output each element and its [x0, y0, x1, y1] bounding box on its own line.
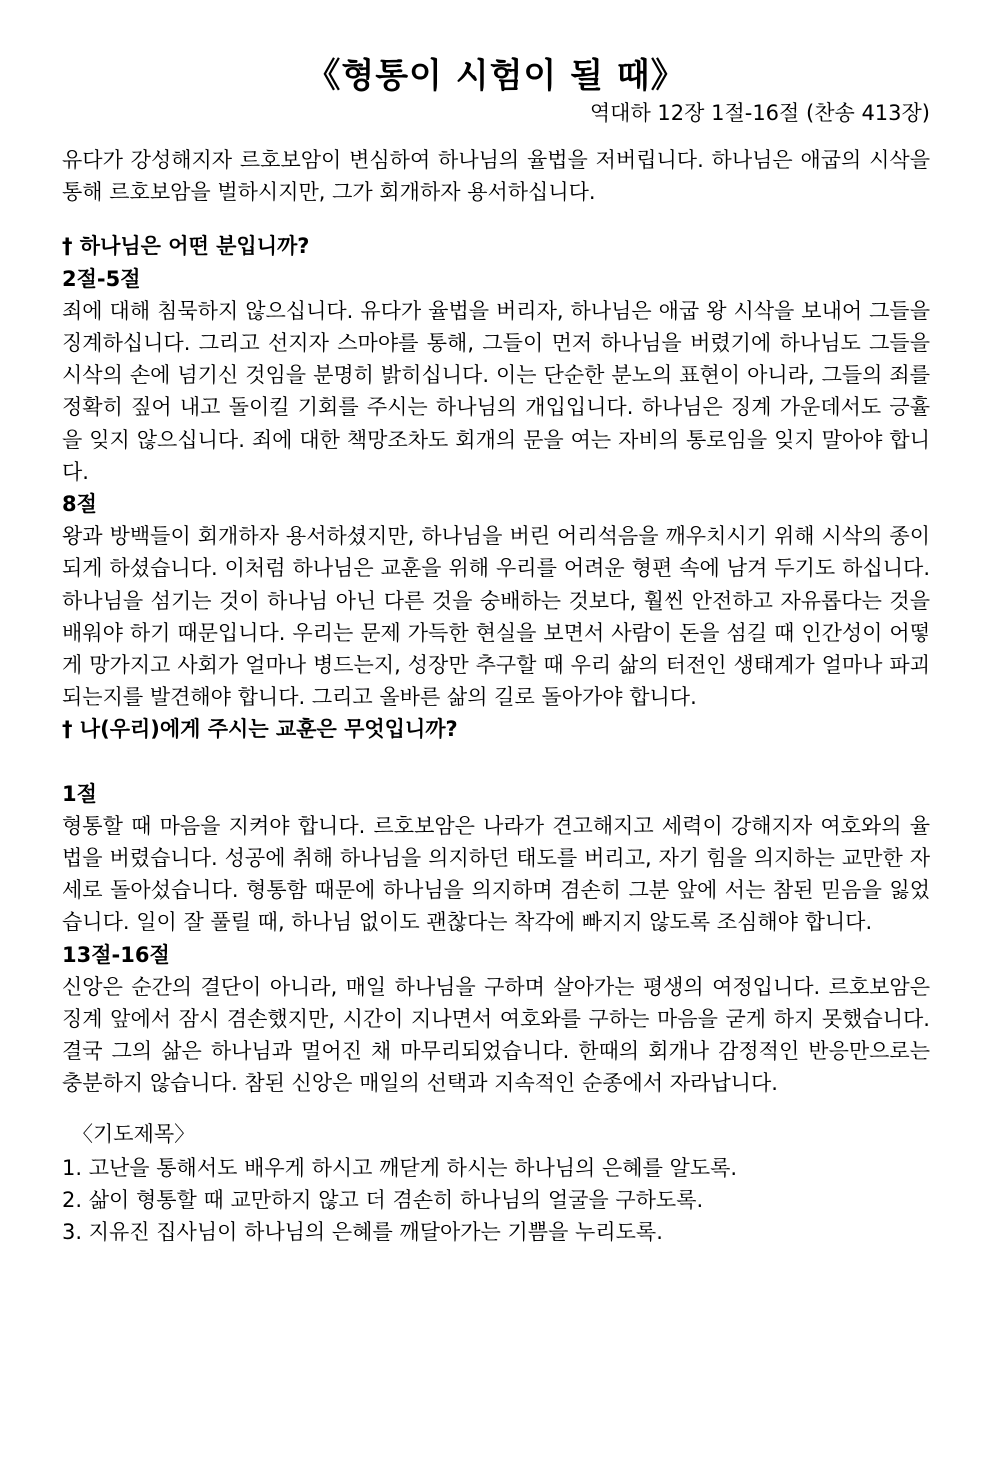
verse-label: 8절 — [62, 492, 97, 517]
verse-label: 13절-16절 — [62, 942, 170, 967]
verse-paragraph: 신앙은 순간의 결단이 아니라, 매일 하나님을 구하며 살아가는 평생의 여정입니다. 르호보암은 징계 앞에서 잠시 겸손했지만, 시간이 지나면서 여호와를 구하는 마음을 굳게 하지 못했습니다. 결국 그의 삶은 하나님과 멀어진 채 마무리되었습니다. 한때의 회개나 감정적인 반응만으로는 충분하지 않습니다. 참된 신앙은 매일의 선택과 지속적인 순종에서 자라납니다. — [62, 974, 930, 1096]
verse-label: 2절-5절 — [62, 266, 141, 291]
verse-paragraph: 죄에 대해 침묵하지 않으십니다. 유다가 율법을 버리자, 하나님은 애굽 왕 시삭을 보내어 그들을 징계하십니다. 그리고 선지자 스마야를 통해, 그들이 먼저 하나님을 버렸기에 하나님도 그들을 시삭의 손에 넘기신 것임을 분명히 밝히십니다. 이는 단순한 분노의 표현이 아니라, 그들의 죄를 정확히 짚어 내고 돌이킬 기회를 주시는 하나님의 개입입니다. 하나님은 징계 가운데서도 긍휼을 잊지 않으십니다. 죄에 대한 책망조차도 회개의 문을 여는 자비의 통로임을 잊지 말아야 합니다. — [62, 298, 930, 484]
page-title: 《형통이 시험이 될 때》 — [306, 56, 686, 96]
section-heading-lesson: † 나(우리)에게 주시는 교훈은 무엇입니까? — [62, 717, 458, 742]
scripture-reference: 역대하 12장 1절-16절 (찬송 413장) — [589, 101, 930, 125]
document-page — [0, 56, 992, 1459]
verse-paragraph: 왕과 방백들이 회개하자 용서하셨지만, 하나님을 버린 어리석음을 깨우치시기 위해 시삭의 종이 되게 하셨습니다. 이처럼 하나님은 교훈을 위해 우리를 어려운 형편 속에 남겨 두기도 하십니다. 하나님을 섬기는 것이 하나님 아닌 다른 것을 숭배하는 것보다, 훨씬 안전하고 자유롭다는 것을 배워야 하기 때문입니다. 우리는 문제 가득한 현실을 보면서 사람이 돈을 섬길 때 인간성이 어떻게 망가지고 사회가 얼마나 병드는지, 성장만 추구할 때 우리 삶의 터전인 생태계가 얼마나 파괴되는지를 발견해야 합니다. 그리고 올바른 삶의 길로 돌아가야 합니다. — [62, 524, 930, 710]
verse-paragraph: 형통할 때 마음을 지켜야 합니다. 르호보암은 나라가 견고해지고 세력이 강해지자 여호와의 율법을 버렸습니다. 성공에 취해 하나님을 의지하던 태도를 버리고, 자기 힘을 의지하는 교만한 자세로 돌아섰습니다. 형통함 때문에 하나님을 의지하며 겸손히 그분 앞에 서는 참된 믿음을 잃었습니다. 일이 잘 풀릴 때, 하나님 없이도 괜찮다는 착각에 빠지지 않도록 조심해야 합니다. — [62, 813, 930, 935]
prayer-list — [62, 1152, 930, 1248]
section-heading-who-is-god: † 하나님은 어떤 분입니까? — [62, 234, 310, 259]
prayer-item: 2. 삶이 형통할 때 교만하지 않고 더 겸손히 하나님의 얼굴을 구하도록. — [62, 1187, 704, 1212]
verse-label: 1절 — [62, 781, 97, 806]
prayer-item: 1. 고난을 통해서도 배우게 하시고 깨닫게 하시는 하나님의 은혜를 알도록. — [62, 1155, 738, 1180]
prayer-item: 3. 지유진 집사님이 하나님의 은혜를 깨달아가는 기쁨을 누리도록. — [62, 1219, 663, 1244]
prayer-title: 〈기도제목〉 — [72, 1121, 196, 1146]
intro-paragraph: 유다가 강성해지자 르호보암이 변심하여 하나님의 율법을 저버립니다. 하나님은 애굽의 시삭을 통해 르호보암을 벌하시지만, 그가 회개하자 용서하십니다. — [62, 148, 930, 205]
